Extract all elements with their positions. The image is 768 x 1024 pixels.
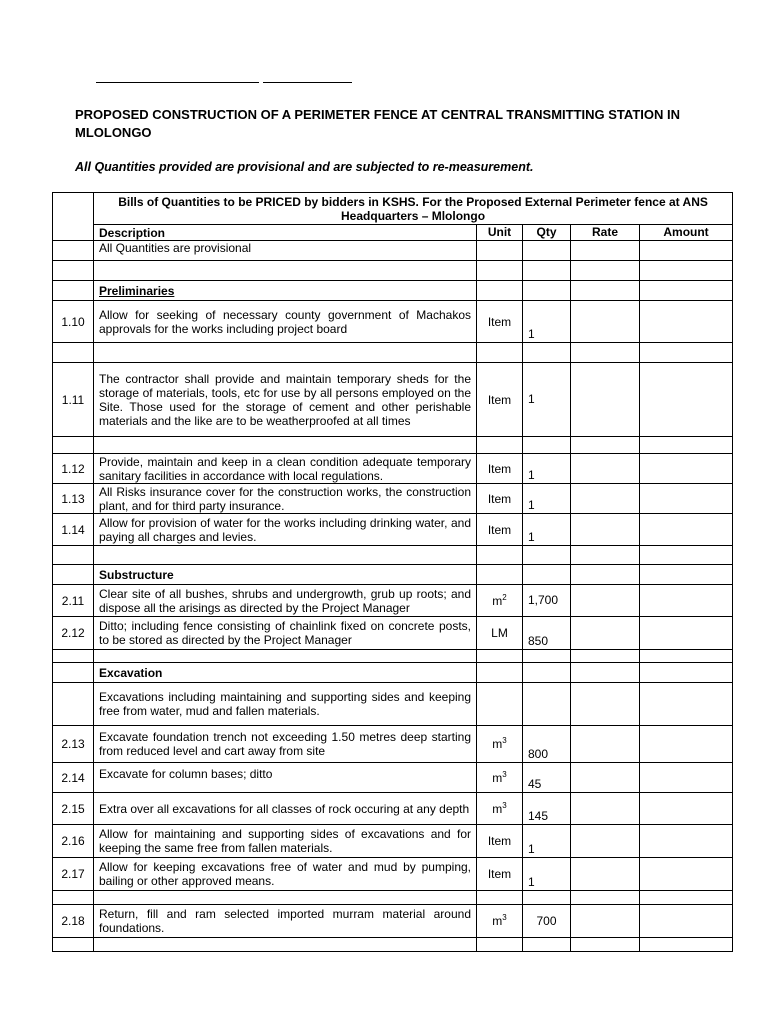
- item-unit: Item: [477, 514, 523, 546]
- item-unit: $m^2$: [477, 585, 523, 617]
- item-rate: [571, 363, 640, 437]
- item-qty: 1,700: [523, 585, 571, 617]
- table-row: [53, 514, 733, 546]
- item-description: Provide, maintain and keep in a clean condition adequate temporary sanitary facilities in accordance with local regulations.: [94, 454, 477, 484]
- item-description: Ditto; including fence consisting of chainlink fixed on concrete posts, to be stored as directed by the Project Manager: [94, 617, 477, 650]
- item-unit: Item: [477, 858, 523, 891]
- item-rate: [571, 484, 640, 514]
- item-amount: [640, 484, 733, 514]
- item-number: 1.13: [53, 484, 94, 514]
- item-qty: 1: [523, 825, 571, 858]
- spacer-row: [53, 546, 733, 565]
- item-number: 1.11: [53, 363, 94, 437]
- item-rate: [571, 905, 640, 938]
- table-row: [53, 241, 733, 261]
- item-number: 2.13: [53, 726, 94, 763]
- item-amount: [640, 905, 733, 938]
- signature-line: [96, 82, 259, 83]
- item-number: 2.12: [53, 617, 94, 650]
- section-preliminaries: Preliminaries: [94, 281, 477, 301]
- item-amount: [640, 514, 733, 546]
- item-unit: $m^3$: [477, 726, 523, 763]
- table-row: [53, 763, 733, 793]
- item-unit: $m^3$: [477, 793, 523, 825]
- table-row: [53, 858, 733, 891]
- item-qty: 1: [523, 301, 571, 343]
- header-row: [53, 225, 733, 241]
- item-amount: [640, 858, 733, 891]
- table-row: [53, 726, 733, 763]
- item-rate: [571, 858, 640, 891]
- section-substructure: Substructure: [94, 565, 477, 585]
- provisional-note: All Quantities provided are provisional and are subjected to re-measurement.: [75, 160, 534, 174]
- table-row: [53, 301, 733, 343]
- spacer-row: [53, 650, 733, 663]
- item-description: Allow for provision of water for the works including drinking water, and paying all charges and levies.: [94, 514, 477, 546]
- item-rate: [571, 763, 640, 793]
- table-row: [53, 825, 733, 858]
- table-row: [53, 363, 733, 437]
- spacer-row: [53, 261, 733, 281]
- spacer-row: [53, 343, 733, 363]
- item-unit: Item: [477, 484, 523, 514]
- header-amount: Amount: [640, 225, 733, 241]
- item-amount: [640, 363, 733, 437]
- header-description: Description: [94, 225, 477, 241]
- item-rate: [571, 726, 640, 763]
- item-number: 1.14: [53, 514, 94, 546]
- provisional-label: All Quantities are provisional: [94, 241, 477, 261]
- item-unit: $m^3$: [477, 905, 523, 938]
- date-line: [263, 82, 352, 83]
- item-qty: 700: [523, 905, 571, 938]
- item-rate: [571, 825, 640, 858]
- item-qty: 145: [523, 793, 571, 825]
- item-description: The contractor shall provide and maintain temporary sheds for the storage of materials, tools, etc for use by all persons employed on the Site. Those used for the storage of cement and other perishable materials and the like are to be weatherproofed at all times: [94, 363, 477, 437]
- item-qty: 800: [523, 726, 571, 763]
- item-qty: 1: [523, 484, 571, 514]
- bill-of-quantities-table: [52, 192, 733, 952]
- item-rate: [571, 617, 640, 650]
- item-description: Return, fill and ram selected imported murram material around foundations.: [94, 905, 477, 938]
- spacer-row: [53, 437, 733, 454]
- section-excavation: Excavation: [94, 663, 477, 683]
- item-description: Allow for seeking of necessary county government of Machakos approvals for the works including project board: [94, 301, 477, 343]
- header-qty: Qty: [523, 225, 571, 241]
- item-qty: 1: [523, 454, 571, 484]
- item-qty: 45: [523, 763, 571, 793]
- item-rate: [571, 454, 640, 484]
- section-row: [53, 281, 733, 301]
- table-banner: Bills of Quantities to be PRICED by bidders in KSHS. For the Proposed External Perimeter fence at ANS Headquarters – Mlolongo: [94, 193, 733, 225]
- banner-row: [53, 193, 733, 225]
- item-description: Clear site of all bushes, shrubs and undergrowth, grub up roots; and dispose all the arisings as directed by the Project Manager: [94, 585, 477, 617]
- spacer-row: [53, 938, 733, 952]
- item-description: All Risks insurance cover for the construction works, the construction plant, and for third party insurance.: [94, 484, 477, 514]
- item-rate: [571, 793, 640, 825]
- header-rate: Rate: [571, 225, 640, 241]
- document-title: PROPOSED CONSTRUCTION OF A PERIMETER FENCE AT CENTRAL TRANSMITTING STATION IN MLOLONGO: [75, 107, 680, 140]
- table-row: [53, 793, 733, 825]
- item-qty: 1: [523, 514, 571, 546]
- item-qty: 1: [523, 858, 571, 891]
- table-row: [53, 905, 733, 938]
- section-row: [53, 663, 733, 683]
- item-rate: [571, 585, 640, 617]
- item-rate: [571, 301, 640, 343]
- item-amount: [640, 825, 733, 858]
- table-row: [53, 454, 733, 484]
- item-amount: [640, 585, 733, 617]
- item-amount: [640, 301, 733, 343]
- item-amount: [640, 793, 733, 825]
- section-row: [53, 565, 733, 585]
- table-row: [53, 683, 733, 726]
- table-row: [53, 585, 733, 617]
- item-unit: Item: [477, 363, 523, 437]
- item-amount: [640, 454, 733, 484]
- header-no-cell: [53, 193, 94, 241]
- item-number: 2.15: [53, 793, 94, 825]
- item-number: 2.14: [53, 763, 94, 793]
- item-description: Allow for keeping excavations free of water and mud by pumping, bailing or other approved means.: [94, 858, 477, 891]
- item-amount: [640, 617, 733, 650]
- table-row: [53, 617, 733, 650]
- header-unit: Unit: [477, 225, 523, 241]
- item-description: Excavate for column bases; ditto: [94, 763, 477, 793]
- item-number: 2.18: [53, 905, 94, 938]
- item-rate: [571, 514, 640, 546]
- item-unit: Item: [477, 825, 523, 858]
- item-number: 1.10: [53, 301, 94, 343]
- item-description: Allow for maintaining and supporting sides of excavations and for keeping the same free from fallen materials.: [94, 825, 477, 858]
- item-unit: Item: [477, 454, 523, 484]
- item-qty: 1: [523, 363, 571, 437]
- item-qty: 850: [523, 617, 571, 650]
- item-amount: [640, 763, 733, 793]
- item-description: Extra over all excavations for all classes of rock occuring at any depth: [94, 793, 477, 825]
- item-amount: [640, 726, 733, 763]
- item-number: 2.16: [53, 825, 94, 858]
- item-unit: LM: [477, 617, 523, 650]
- item-unit: Item: [477, 301, 523, 343]
- item-number: 2.11: [53, 585, 94, 617]
- table-row: [53, 484, 733, 514]
- item-number: 1.12: [53, 454, 94, 484]
- item-unit: $m^3$: [477, 763, 523, 793]
- spacer-row: [53, 891, 733, 905]
- item-number: 2.17: [53, 858, 94, 891]
- item-description: Excavate foundation trench not exceeding 1.50 metres deep starting from reduced level and cart away from site: [94, 726, 477, 763]
- excavation-intro: Excavations including maintaining and supporting sides and keeping free from water, mud and fallen materials.: [94, 683, 477, 726]
